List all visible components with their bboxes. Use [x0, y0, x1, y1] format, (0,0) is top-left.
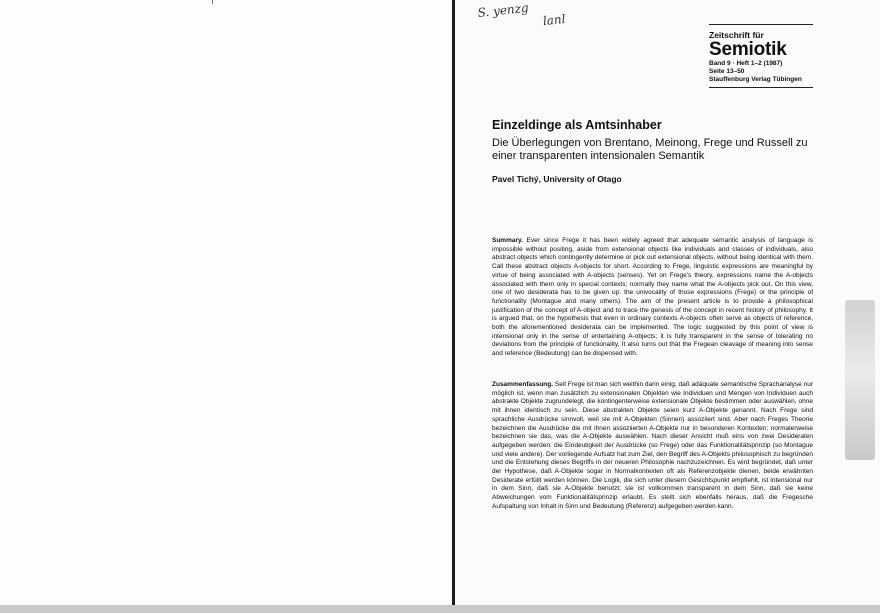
summary-text: Ever since Frege it has been widely agreed that adequate semantic analysis of language is impossible without positing, aside from extensional objects like individuals and classes of individuals, also abstract objects which contingently determine or pick out extensional objects, without being identical with them. Call these abstract objects A-objects for short. According to Frege, linguistic expressions are meaningful by virtue of being associated with A-objects (senses). Yet on Frege's theory, expressions name the A-objects associated with them only in special contexts; normally they name what the A-objects pick out. On this view, one of two desiderata has to be given up: the univocality of those expressions (Frege) or the principle of functionality (Montague and many others). The aim of the present article is to provide a philosophical justification of the concept of A-object and to trace the genesis of the concept in recent history of philosophy. It is argued that, on the hypothesis that even in ordinary contexts A-objects often serve as objects of reference, both the aforementioned desiderata can be implemented. The logic suggested by this point of view is intensional only in the sense of entertaining A-objects; it is fully transparent in the sense of tolerating no deviations from the principle of functionality. It also turns out that the Fregean cleavage of meaning into sense and reference (Bedeutung) can be dispensed with.: [492, 237, 813, 358]
zusammenfassung-label: Zusammenfassung.: [492, 381, 554, 388]
masthead-rule-bottom: [709, 87, 813, 88]
journal-name: Semiotik: [709, 39, 787, 60]
zusammenfassung-text: Seit Frege ist man sich weithin darin einig, daß adäquate semantische Sprachanalyse nur möglich ist, wenn man zusätzlich zu extensionalen Objekten wie Individuen und Mengen von Individuen auch abstrakte Objekte zugrundelegt, die kontingenterweise extensionale Objekte bestimmen oder auswählen, ohne mit ihnen identisch zu sein. Diese abstrakten Objekte seien kurz A-Objekte genannt. Nach Frege sind sprachliche Ausdrücke sinnvoll, weil sie mit A-Objekten (Sinnen) assoziiert sind. Aber nach Freges Theorie bezeichnen die Ausdrücke die mit ihnen assoziierten A-Objekte nur in besonderen Kontexten; normalerweise bezeichnen sie das, was die A-Objekte auswählen. Nach dieser Ansicht muß eins von zwei Desideraten aufgegeben werden: die Eindeutigkeit der Ausdrücke (so Frege) oder das Funktionalitätsprinzip (so Montague und viele andere). Der vorliegende Aufsatz hat zum Ziel, den Begriff des A-Objekts philosophisch zu begründen und die Entstehung dieses Begriffs in der neueren Philosophie nachzuzeichnen. Es wird begründet, daß unter der Hypothese, daß A-Objekte sogar in Normalkontexten oft als Referenzobjekte dienen, beide erwähnten Desiderate erfüllt werden können. Die Logik, die sich unter diesem Gesichtspunkt empfiehlt, ist intensional nur in dem Sinn, daß sie A-Objekte benutzt; sie ist vollkommen transparent in dem Sinn, daß sie keine Abweichungen vom Funktionalitätsprinzip erlaubt. Es stellt sich ebenfalls heraus, daß die Fregesche Aufspaltung von Inhalt in Sinn und Bedeutung (Referenz) aufgegeben werden kann.: [492, 381, 813, 510]
right-article-page: [455, 0, 880, 605]
handwritten-note-line-1: S. yenzg: [477, 0, 530, 20]
zusammenfassung-paragraph: [492, 381, 813, 512]
journal-publisher: Stauffenburg Verlag Tübingen: [709, 76, 802, 83]
summary-label: Summary.: [492, 237, 523, 244]
scan-speck: [212, 0, 213, 4]
masthead-rule-top: [709, 24, 813, 25]
handwritten-note-line-2: lanl: [542, 11, 567, 29]
summary-paragraph: [492, 237, 813, 359]
handwritten-note: [477, 0, 566, 36]
journal-masthead: [709, 24, 813, 88]
journal-volume: Band 9 · Heft 1–2 (1987): [709, 60, 783, 67]
journal-pages: Seite 13–50: [709, 68, 745, 75]
paper-author: Pavel Tichý, University of Otago: [492, 174, 622, 184]
journal-label: Zeitschrift für: [709, 30, 764, 40]
scanner-bottom-edge: [0, 605, 880, 613]
paper-subtitle: Die Überlegungen von Brentano, Meinong, Frege und Russell zu einer transparenten intensionalen Semantik: [492, 137, 808, 162]
paper-title: Einzeldinge als Amtsinhaber: [492, 118, 662, 132]
library-stamp-mark: [845, 300, 875, 460]
